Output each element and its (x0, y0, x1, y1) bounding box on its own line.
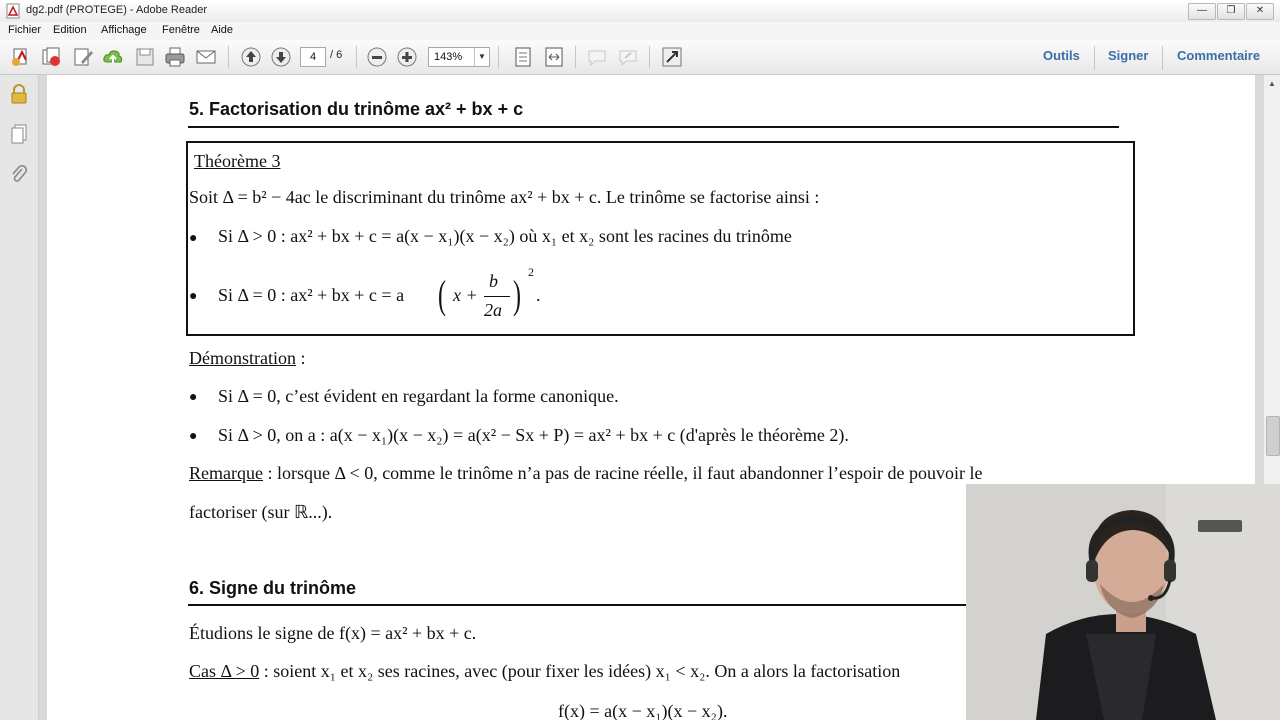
fit-width-icon[interactable] (543, 46, 565, 68)
demo-title: Démonstration (189, 348, 296, 368)
formula-paren-close: ) (513, 272, 521, 317)
demo-item-2: Si Δ > 0, on a : a(x − x₁)(x − x₂) = a(x² − Sx + P) = ax² + bx + c (d'après le théorème 2). (218, 425, 849, 445)
create-pdf-icon[interactable] (10, 46, 32, 68)
comment-icon (586, 46, 608, 68)
adobe-reader-icon (6, 3, 20, 19)
menu-aide[interactable]: Aide (211, 24, 234, 36)
case-text: : soient x₁ et x₂ ses racines, avec (pour fixer les idées) x₁ < x₂. On a alors la factorisation (259, 661, 901, 681)
formula-x-plus: x + (453, 285, 478, 305)
menu-bar (0, 22, 1280, 40)
page-thumbnails-icon[interactable] (9, 123, 29, 145)
next-page-icon[interactable] (270, 46, 292, 68)
page-number-input[interactable]: 4 (300, 47, 326, 67)
toolbar-separator (575, 46, 576, 68)
email-icon[interactable] (195, 46, 217, 68)
bullet: ● (189, 287, 198, 303)
demo-heading (189, 348, 306, 369)
case-label: Cas Δ > 0 (189, 661, 260, 681)
case-line (189, 661, 900, 682)
remark-line-1 (189, 463, 982, 484)
zoom-in-icon[interactable] (396, 46, 418, 68)
zoom-out-icon[interactable] (366, 46, 388, 68)
formula-denominator: 2a (484, 300, 502, 320)
scroll-up-icon[interactable]: ▲ (1268, 79, 1276, 88)
zoom-value: 143% (434, 51, 463, 63)
toolbar-separator (356, 46, 357, 68)
remark-line-2: factoriser (sur ℝ...). (189, 502, 333, 522)
lock-icon[interactable] (9, 83, 29, 105)
demo-item-1: Si Δ = 0, c’est évident en regardant la forme canonique. (218, 386, 619, 406)
bullet: ● (189, 427, 198, 443)
window-title: dg2.pdf (PROTEGE) - Adobe Reader (26, 4, 207, 16)
menu-affichage[interactable]: Affichage (101, 24, 147, 36)
bullet: ● (189, 388, 198, 404)
sign-button[interactable]: Signer (1108, 48, 1149, 63)
minimize-button[interactable]: — (1188, 3, 1216, 20)
tools-button[interactable]: Outils (1043, 48, 1080, 63)
formula-numerator: b (489, 271, 498, 291)
toolbar-separator (498, 46, 499, 68)
section-5-title: 5. Factorisation du trinôme ax² + bx + c (189, 99, 524, 119)
formula-factorisation: f(x) = a(x − x₁)(x − x₂). (558, 701, 728, 720)
theorem-case-positive: Si Δ > 0 : ax² + bx + c = a(x − x₁)(x − x₂) où x₁ et x₂ sont les racines du trinôme (218, 226, 792, 246)
menu-fichier[interactable]: Fichier (8, 24, 42, 36)
toolbar-separator (1162, 46, 1163, 70)
remark-text: : lorsque Δ < 0, comme le trinôme n’a pas de racine réelle, il faut abandonner l’espoir de pouvoir le (262, 463, 983, 483)
print-icon[interactable] (164, 46, 186, 68)
menu-edition[interactable]: Edition (53, 24, 87, 36)
bullet: ● (189, 229, 198, 245)
page-total: / 6 (330, 49, 343, 61)
formula-period: . (536, 285, 541, 305)
navigation-panel (0, 75, 39, 720)
theorem-intro: Soit Δ = b² − 4ac le discriminant du trinôme ax² + bx + c. Le trinôme se factorise ainsi : (189, 187, 820, 207)
zoom-select[interactable] (428, 47, 490, 67)
toolbar-separator (1094, 46, 1095, 70)
fraction-bar (484, 296, 510, 297)
save-icon[interactable] (134, 46, 156, 68)
combine-files-icon[interactable] (40, 46, 62, 68)
close-button[interactable]: ✕ (1246, 3, 1274, 20)
chevron-down-icon[interactable]: ▼ (474, 48, 489, 66)
presenter-video-icon (966, 484, 1280, 720)
toolbar-separator (649, 46, 650, 68)
demo-colon: : (295, 348, 306, 368)
theorem-title: Théorème 3 (194, 151, 281, 171)
formula-paren-open: ( (438, 272, 446, 317)
menu-fenetre[interactable]: Fenêtre (162, 24, 200, 36)
study-line: Étudions le signe de f(x) = ax² + bx + c. (189, 623, 477, 643)
fit-page-icon[interactable] (512, 46, 534, 68)
edit-pdf-icon[interactable] (72, 46, 94, 68)
theorem-case-zero: Si Δ = 0 : ax² + bx + c = a (218, 285, 405, 305)
comment-button[interactable]: Commentaire (1177, 48, 1261, 63)
formula-exponent: 2 (528, 265, 534, 279)
scroll-thumb[interactable] (1266, 416, 1280, 456)
remark-label: Remarque (189, 463, 263, 483)
section-6-title: 6. Signe du trinôme (189, 578, 357, 598)
restore-button[interactable]: ❐ (1217, 3, 1245, 20)
toolbar-separator (228, 46, 229, 68)
expand-icon[interactable] (661, 46, 683, 68)
webcam-overlay (966, 484, 1280, 720)
highlight-icon (617, 46, 639, 68)
cloud-upload-icon[interactable] (102, 46, 124, 68)
section-5-rule (188, 126, 1119, 128)
attachment-icon[interactable] (9, 163, 29, 185)
title-bar (0, 0, 1280, 23)
previous-page-icon[interactable] (240, 46, 262, 68)
toolbar (0, 40, 1280, 75)
